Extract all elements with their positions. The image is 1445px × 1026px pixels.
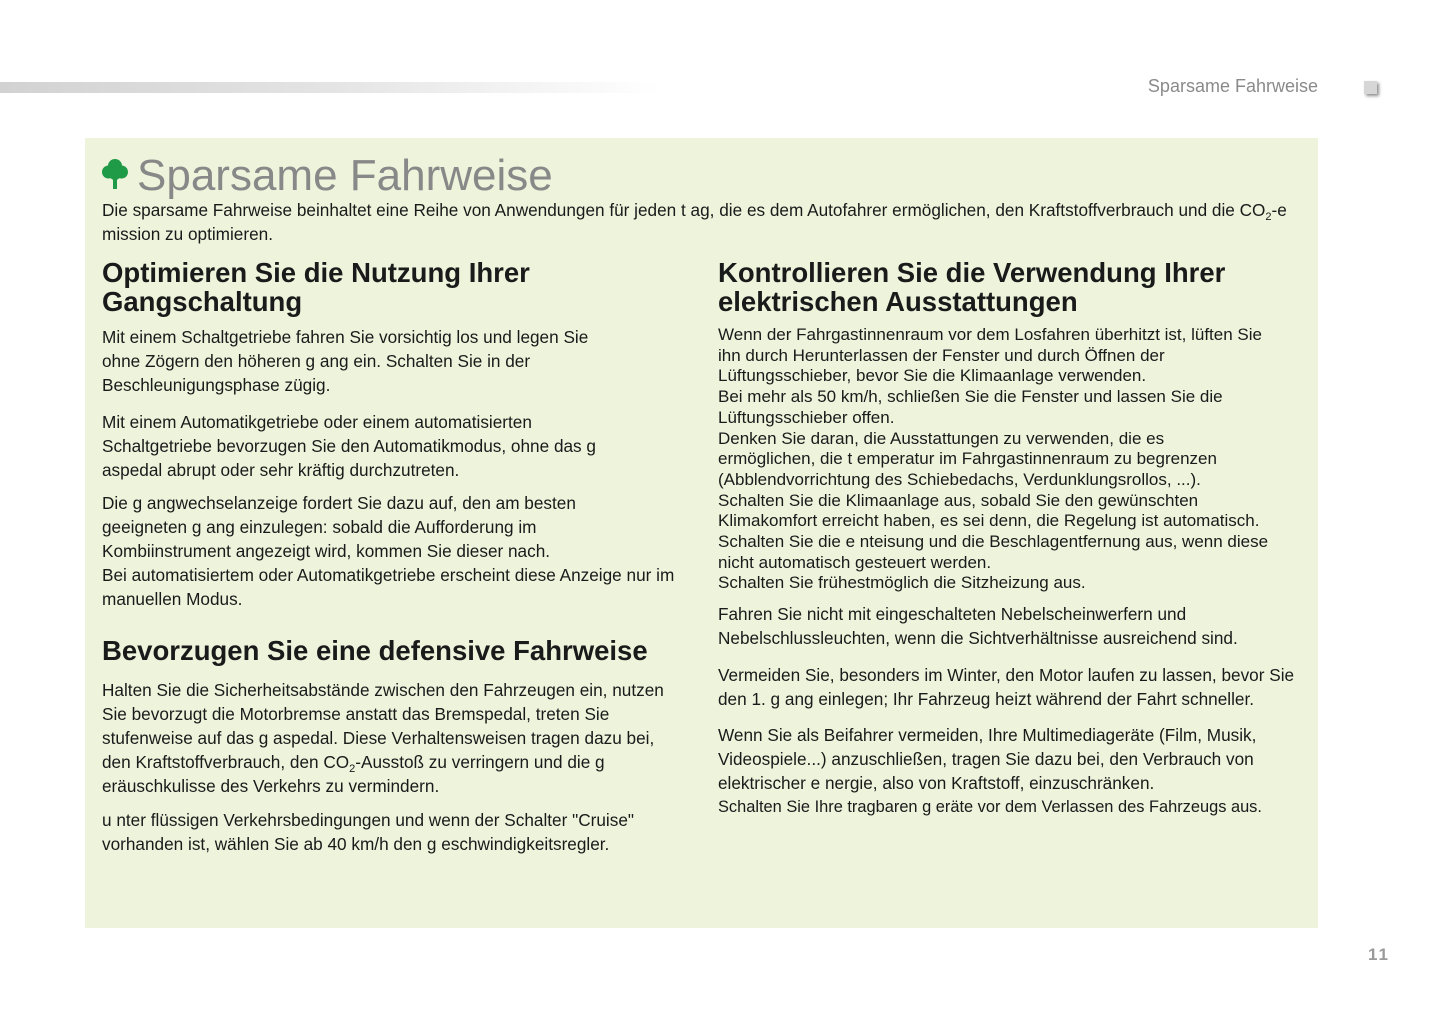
left-column [102, 258, 692, 856]
paragraph-fog-lights: Fahren Sie nicht mit eingeschalteten Nebelscheinwerfern und Nebelschlussleuchten, wenn die Sichtverhältnisse ausreichend sind. [718, 604, 1238, 649]
subscript: 2 [1265, 211, 1272, 223]
paragraph-engine-idle: Vermeiden Sie, besonders im Winter, den Motor laufen zu lassen, bevor Sie den 1. g ang einlegen; Ihr Fahrzeug heizt während der Fahrt schneller. [718, 665, 1295, 710]
tree-icon [102, 158, 128, 190]
heading-gear-shift: Optimieren Sie die Nutzung Ihrer Gangschaltung [102, 257, 530, 317]
tip-air-conditioning: Schalten Sie die Klimaanlage aus, sobald Sie den gewünschten Klimakomfort erreicht haben, es sei denn, die Regelung ist automatisch. [718, 490, 1260, 531]
heading-defensive-driving: Bevorzugen Sie eine defensive Fahrweise [102, 635, 648, 666]
tip-windows: Bei mehr als 50 km/h, schließen Sie die Fenster und lassen Sie die Lüftungsschieber offen. [718, 387, 1223, 427]
paragraph-gear-indicator-auto: Bei automatisiertem oder Automatikgetriebe erscheint diese Anzeige nur im manuellen Modus. [102, 565, 675, 609]
paragraph-multimedia: Wenn Sie als Beifahrer vermeiden, Ihre Multimediageräte (Film, Musik, Videospiele...) anzuschließen, tragen Sie dazu bei, den Verbrauch von elektrischer e nergie, also von Kraftstoff, einzuschränken. [718, 725, 1257, 794]
header-square-icon [1364, 81, 1377, 94]
tip-temperature: Denken Sie daran, die Ausstattungen zu verwenden, die es ermöglichen, die t emperatur im Fahrgastinnenraum zu begrenzen (Abblendvorrichtung des Schiebedachs, Verdunklungsrollos, ...). [718, 428, 1217, 489]
header-rule [0, 82, 660, 93]
paragraph-gear-indicator: Die g angwechselanzeige fordert Sie dazu auf, den am besten geeigneten g ang einzulegen: sobald die Aufforderung im Kombiinstrument angezeigt wird, kommen Sie dieser nach. [102, 493, 576, 561]
paragraph-manual-gearbox: Mit einem Schaltgetriebe fahren Sie vorsichtig los und legen Sie ohne Zögern den höheren g ang ein. Schalten Sie in der Beschleunigungsphase zügig. [102, 327, 589, 395]
tip-seat-heating: Schalten Sie frühestmöglich die Sitzheizung aus. [718, 573, 1086, 593]
paragraph-automatic-gearbox: Mit einem Automatikgetriebe oder einem automatisierten Schaltgetriebe bevorzugen Sie den Automatikmodus, ohne das g aspedal abrupt oder sehr kräftig durchzutreten. [102, 412, 596, 480]
title-row [102, 152, 553, 200]
tip-defrost: Schalten Sie die e nteisung und die Beschlagentfernung aus, wenn diese nicht automatisch gesteuert werden. [718, 532, 1269, 572]
tip-ventilation: Wenn der Fahrgastinnenraum vor dem Losfahren überhitzt ist, lüften Sie ihn durch Herunterlassen der Fenster und durch Öffnen der Lüftungsschieber, bevor Sie die Klimaanlage verwenden. [718, 325, 1262, 386]
header-section-title: Sparsame Fahrweise [1147, 76, 1318, 96]
paragraph-cruise-control: u nter flüssigen Verkehrsbedingungen und wenn der Schalter "Cruise" vorhanden ist, wählen Sie ab 40 km/h den g eschwindigkeitsregler. [102, 810, 634, 854]
paragraph-safety-distance: Halten Sie die Sicherheitsabstände zwischen den Fahrzeugen ein, nutzen Sie bevorzugt die Motorbremse anstatt das Bremspedal, treten Sie stufenweise auf das g aspedal. Diese Verhaltensweisen tragen dazu bei, den Kraftstoffverbrauch, den $CO_2$-Ausstoß zu verringern und die g eräuschkulisse des Verkehrs zu vermindern. [102, 680, 664, 796]
intro-text: Die sparsame Fahrweise beinhaltet eine Reihe von Anwendungen für jeden t ag, die es dem Autofahrer ermöglichen, den Kraftstoffverbrauch und die $CO_2-e$ mission zu optimieren. [102, 200, 1287, 244]
page-number: 11 [1368, 945, 1390, 964]
paragraph-portable-devices: Schalten Sie Ihre tragbaren g eräte vor dem Verlassen des Fahrzeugs aus. [718, 798, 1262, 817]
electrical-tips [718, 325, 1308, 594]
heading-electrical-equipment: Kontrollieren Sie die Verwendung Ihrer elektrischen Ausstattungen [718, 257, 1226, 317]
right-column [718, 258, 1308, 819]
page-title: Sparsame Fahrweise [137, 151, 553, 200]
content-panel [85, 138, 1318, 928]
